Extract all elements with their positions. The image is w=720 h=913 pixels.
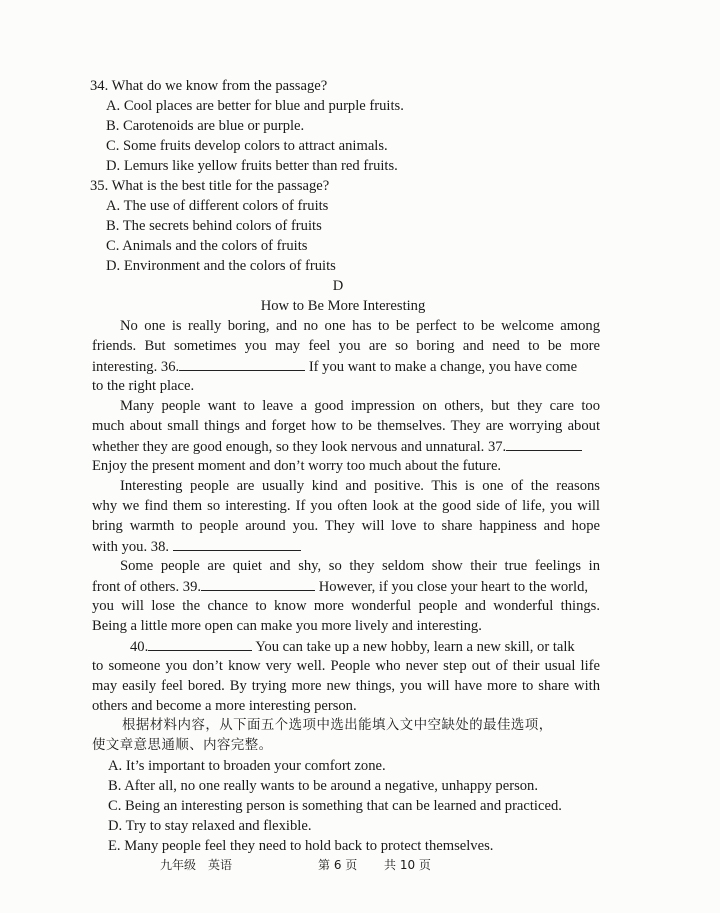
- question-34-stem: 34. What do we know from the passage?: [90, 78, 328, 94]
- question-34-option-a: A. Cool places are better for blue and purple fruits.: [106, 98, 404, 114]
- question-34-option-d: D. Lemurs like yellow fruits better than red fruits.: [106, 158, 398, 174]
- passage-text: interesting. 36.: [92, 359, 180, 375]
- passage-p2-line-3: [92, 436, 582, 457]
- question-35-option-c: C. Animals and the colors of fruits: [106, 238, 308, 254]
- passage-text: However, if you close your heart to the world,: [318, 579, 589, 595]
- section-letter: D: [332, 278, 344, 294]
- question-35-option-b: B. The secrets behind colors of fruits: [106, 218, 322, 234]
- answer-blank-39[interactable]: [201, 576, 315, 591]
- passage-text: 40.: [130, 639, 149, 655]
- footer-total-pages: 共 10 页: [384, 858, 431, 872]
- choice-e: E. Many people feel they need to hold back to protect themselves.: [108, 838, 494, 854]
- passage-p3-line-4: [92, 536, 301, 557]
- passage-p5-line-3: may easily feel bored. By trying more new things, you will have more to share with: [92, 678, 600, 694]
- footer-subject: 英语: [208, 858, 233, 872]
- answer-blank-38[interactable]: [173, 536, 301, 551]
- section-title: How to Be More Interesting: [260, 298, 426, 314]
- choice-b: B. After all, no one really wants to be around a negative, unhappy person.: [108, 778, 538, 794]
- question-35-option-a: A. The use of different colors of fruits: [106, 198, 329, 214]
- answer-blank-40[interactable]: [148, 636, 252, 651]
- passage-text: with you. 38.: [92, 539, 170, 555]
- choice-c: C. Being an interesting person is something that can be learned and practiced.: [108, 798, 562, 814]
- passage-p3-line-3: bring warmth to people around you. They will love to share happiness and hope: [92, 518, 600, 534]
- choice-d: D. Try to stay relaxed and flexible.: [108, 818, 312, 834]
- passage-p1-line-3: [92, 356, 577, 377]
- passage-p3-line-2: why we find them so interesting. If you often look at the good side of life, you will: [92, 498, 600, 514]
- passage-p5-line-2: to someone you don’t know very well. People who never step out of their usual life: [92, 658, 600, 674]
- passage-p2-line-4: Enjoy the present moment and don’t worry too much about the future.: [92, 458, 502, 474]
- question-34-option-b: B. Carotenoids are blue or purple.: [106, 118, 305, 134]
- passage-text: You can take up a new hobby, learn a new skill, or talk: [255, 639, 575, 655]
- passage-p4-line-2: [92, 576, 588, 597]
- passage-p2-line-1: Many people want to leave a good impression on others, but they care too: [120, 398, 600, 414]
- passage-p4-line-3: you will lose the chance to know more wonderful people and wonderful things.: [92, 598, 600, 614]
- passage-text: whether they are good enough, so they look nervous and unnatural. 37.: [92, 439, 507, 455]
- choice-a: A. It’s important to broaden your comfort zone.: [108, 758, 386, 774]
- question-35-stem: 35. What is the best title for the passage?: [90, 178, 330, 194]
- passage-p4-line-1: Some people are quiet and shy, so they seldom show their true feelings in: [120, 558, 600, 574]
- answer-blank-37[interactable]: [506, 436, 582, 451]
- passage-p5-line-4: others and become a more interesting person.: [92, 698, 357, 714]
- passage-p5-line-1: [130, 636, 575, 657]
- passage-p4-line-4: Being a little more open can make you more lively and interesting.: [92, 618, 482, 634]
- question-34-option-c: C. Some fruits develop colors to attract animals.: [106, 138, 388, 154]
- passage-p1-line-2: friends. But sometimes you may feel you are so boring and need to be more: [92, 338, 600, 354]
- passage-p1-line-4: to the right place.: [92, 378, 195, 394]
- passage-p2-line-2: much about small things and forget how to be themselves. They are worrying about: [92, 418, 600, 434]
- answer-blank-36[interactable]: [179, 356, 305, 371]
- question-35-option-d: D. Environment and the colors of fruits: [106, 258, 336, 274]
- passage-text: front of others. 39.: [92, 579, 202, 595]
- passage-p3-line-1: Interesting people are usually kind and positive. This is one of the reasons: [120, 478, 600, 494]
- passage-p1-line-1: No one is really boring, and no one has to be perfect to be welcome among: [120, 318, 600, 334]
- instructions-line-1: 根据材料内容，从下面五个选项中选出能填入文中空缺处的最佳选项，: [122, 718, 553, 733]
- passage-text: If you want to make a change, you have come: [308, 359, 578, 375]
- footer-page-number: 第 6 页: [318, 858, 358, 872]
- instructions-line-2: 使文章意思通顺、内容完整。: [92, 738, 273, 753]
- footer-grade: 九年级: [160, 858, 197, 872]
